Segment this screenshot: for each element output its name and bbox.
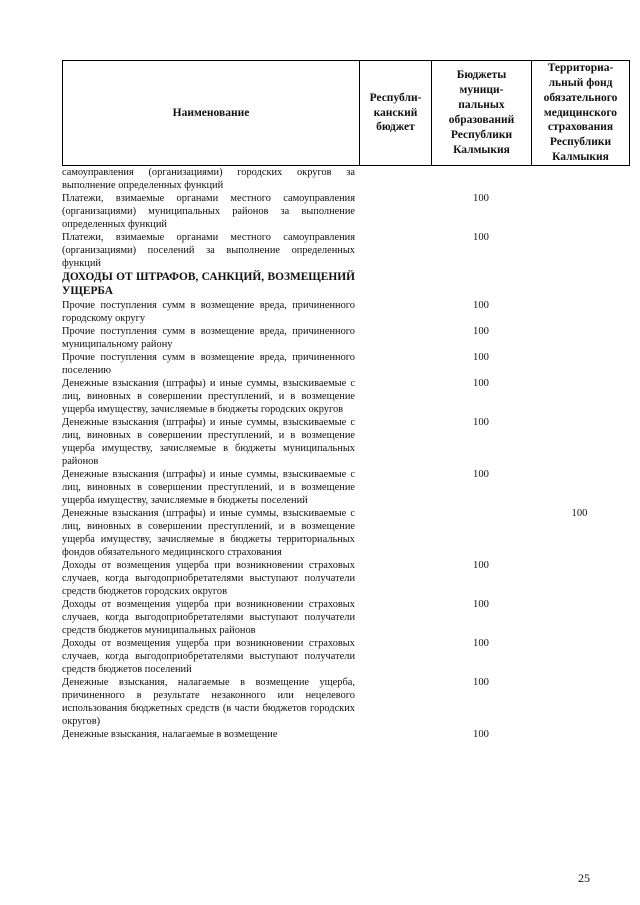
header-municipal-budgets: Бюджеты муници- пальных образований Республики Калмыкия: [432, 61, 532, 165]
header-name: Наименование: [63, 61, 360, 165]
row-municipal-value: 100: [473, 193, 489, 204]
row-municipal-value: 100: [473, 559, 489, 571]
table-header: [62, 60, 630, 166]
row-name: ДОХОДЫ ОТ ШТРАФОВ, САНКЦИЙ, ВОЗМЕЩЕНИЙ УЩЕРБА: [62, 271, 355, 298]
row-territorial-value: [531, 231, 628, 232]
row-name: Денежные взыскания, налагаемые в возмещение ущерба, причиненного в результате незаконного или нецелевого использования бюджетных средств (в части бюджетов городских округов): [62, 676, 355, 727]
table-row: [62, 325, 632, 351]
row-name: Денежные взыскания (штрафы) и иные суммы, взыскиваемые с лиц, виновных в совершении преступлений, и в возмещение ущерба имуществу, зачисляемые в бюджеты городских округов: [62, 377, 355, 415]
row-territorial-value: [531, 637, 628, 638]
table-row: [62, 166, 632, 192]
table-row: [62, 559, 632, 598]
row-name: Денежные взыскания, налагаемые в возмещение: [62, 728, 278, 740]
row-municipal-value: 100: [473, 299, 489, 311]
table-row: [62, 299, 632, 325]
row-territorial-value: [531, 192, 628, 193]
row-name: Доходы от возмещения ущерба при возникновении страховых случаев, когда выгодоприобретателями выступают получатели средств бюджетов поселений: [62, 637, 355, 675]
row-municipal-value: 100: [473, 598, 489, 610]
row-territorial-value: [531, 351, 628, 352]
row-municipal-value: [431, 507, 531, 508]
table-row: [62, 676, 632, 728]
table-row: [62, 637, 632, 676]
table-row: [62, 270, 632, 299]
row-municipal-value: [431, 166, 531, 167]
header-territorial-fund: Территориа- льный фонд обязательного медицинского страхования Республики Калмыкия: [543, 61, 618, 164]
row-territorial-value: [531, 468, 628, 469]
table-row: [62, 377, 632, 416]
row-name: Денежные взыскания (штрафы) и иные суммы, взыскиваемые с лиц, виновных в совершении преступлений, и в возмещение ущерба имуществу, зачисляемые в бюджеты поселений: [62, 468, 355, 506]
row-name: самоуправления (организациями) городских округов за выполнение определенных функций: [62, 167, 355, 191]
table-row: [62, 598, 632, 637]
header-republic-budget: Республи- канский бюджет: [360, 61, 432, 165]
row-name: Денежные взыскания (штрафы) и иные суммы, взыскиваемые с лиц, виновных в совершении преступлений, и в возмещение ущерба имуществу, зачисляемые в бюджеты территориальных фондов обязательного медицинского страхования: [62, 507, 355, 558]
row-municipal-value: 100: [473, 416, 489, 428]
row-territorial-value: [531, 377, 628, 378]
row-municipal-value: 100: [473, 728, 489, 740]
table-row: [62, 351, 632, 377]
table-row: [62, 231, 632, 270]
row-territorial-value: [531, 299, 628, 300]
table-row: [62, 192, 632, 231]
row-municipal-value: 100: [473, 377, 489, 389]
row-name: Прочие поступления сумм в возмещение вреда, причиненного муниципальному району: [62, 325, 355, 350]
row-name: Прочие поступления сумм в возмещение вреда, причиненного городскому округу: [62, 299, 355, 324]
row-territorial-value: [531, 270, 628, 271]
row-name: Прочие поступления сумм в возмещение вреда, причиненного поселению: [62, 351, 355, 376]
row-name: Платежи, взимаемые органами местного самоуправления (организациями) поселений за выполнение определенных функций: [62, 232, 355, 269]
page-number: 25: [578, 871, 590, 885]
row-municipal-value: 100: [473, 325, 489, 337]
row-territorial-value: 100: [571, 507, 588, 519]
row-name: Денежные взыскания (штрафы) и иные суммы, взыскиваемые с лиц, виновных в совершении преступлений, и в возмещение ущерба имуществу, зачисляемые в бюджеты муниципальных районов: [62, 416, 355, 467]
row-territorial-value: [531, 598, 628, 599]
table-row: [62, 507, 632, 559]
row-municipal-value: 100: [473, 637, 489, 649]
table-row: [62, 416, 632, 468]
table-row: [62, 728, 632, 741]
row-name: Доходы от возмещения ущерба при возникновении страховых случаев, когда выгодоприобретателями выступают получатели средств бюджетов городских округов: [62, 559, 355, 597]
row-territorial-value: [531, 416, 628, 417]
row-territorial-value: [531, 325, 628, 326]
row-territorial-value: [531, 728, 628, 729]
row-municipal-value: 100: [473, 468, 489, 480]
row-municipal-value: 100: [473, 351, 489, 363]
row-municipal-value: 100: [473, 676, 489, 688]
row-territorial-value: [531, 676, 628, 677]
row-municipal-value: 100: [473, 232, 489, 243]
row-name: Доходы от возмещения ущерба при возникновении страховых случаев, когда выгодоприобретателями выступают получатели средств бюджетов муниципальных районов: [62, 598, 355, 636]
table-row: [62, 468, 632, 507]
row-territorial-value: [531, 166, 628, 167]
row-municipal-value: [431, 270, 531, 271]
row-name: Платежи, взимаемые органами местного самоуправления (организациями) муниципальных районов за выполнение определенных функций: [62, 193, 355, 230]
row-territorial-value: [531, 559, 628, 560]
table-body: [62, 166, 632, 741]
